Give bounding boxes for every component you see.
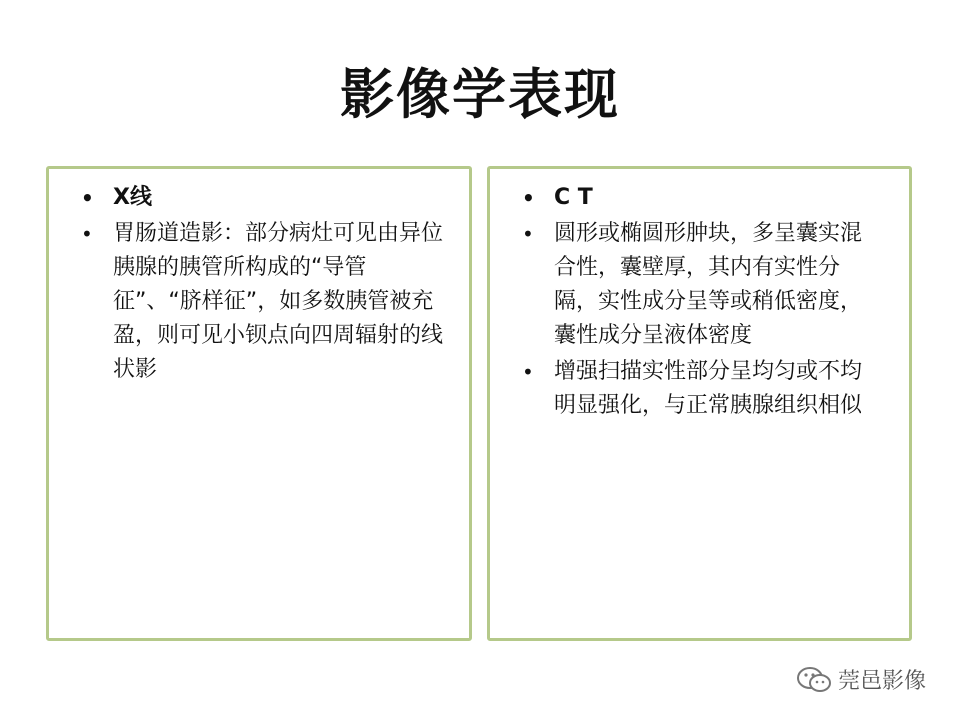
ct-bullet-item: • 圆形或椭圆形肿块，多呈囊实混合性，囊壁厚，其内有实性分隔，实性成分呈等或稍低密度，囊性成分呈液体密度 (518, 217, 883, 353)
ct-bullet-item: • 增强扫描实性部分呈均匀或不均明显强化，与正常胰腺组织相似 (518, 355, 883, 423)
ct-heading: • C T (518, 181, 883, 215)
watermark-text: 莞邑影像 (837, 669, 926, 694)
ct-bullet-list (518, 181, 883, 423)
ct-panel (487, 166, 912, 641)
slide-title: 影像学表现 (340, 63, 620, 126)
xray-bullet-item: • 胃肠道造影：部分病灶可见由异位胰腺的胰管所构成的“导管征”、“脐样征”，如多数胰管被充盈，则可见小钡点向四周辐射的线状影 (77, 217, 443, 387)
watermark (796, 664, 926, 695)
wechat-icon (796, 666, 832, 694)
xray-heading: • X线 (77, 181, 443, 215)
xray-bullet-list (77, 181, 443, 387)
xray-panel (46, 166, 472, 641)
